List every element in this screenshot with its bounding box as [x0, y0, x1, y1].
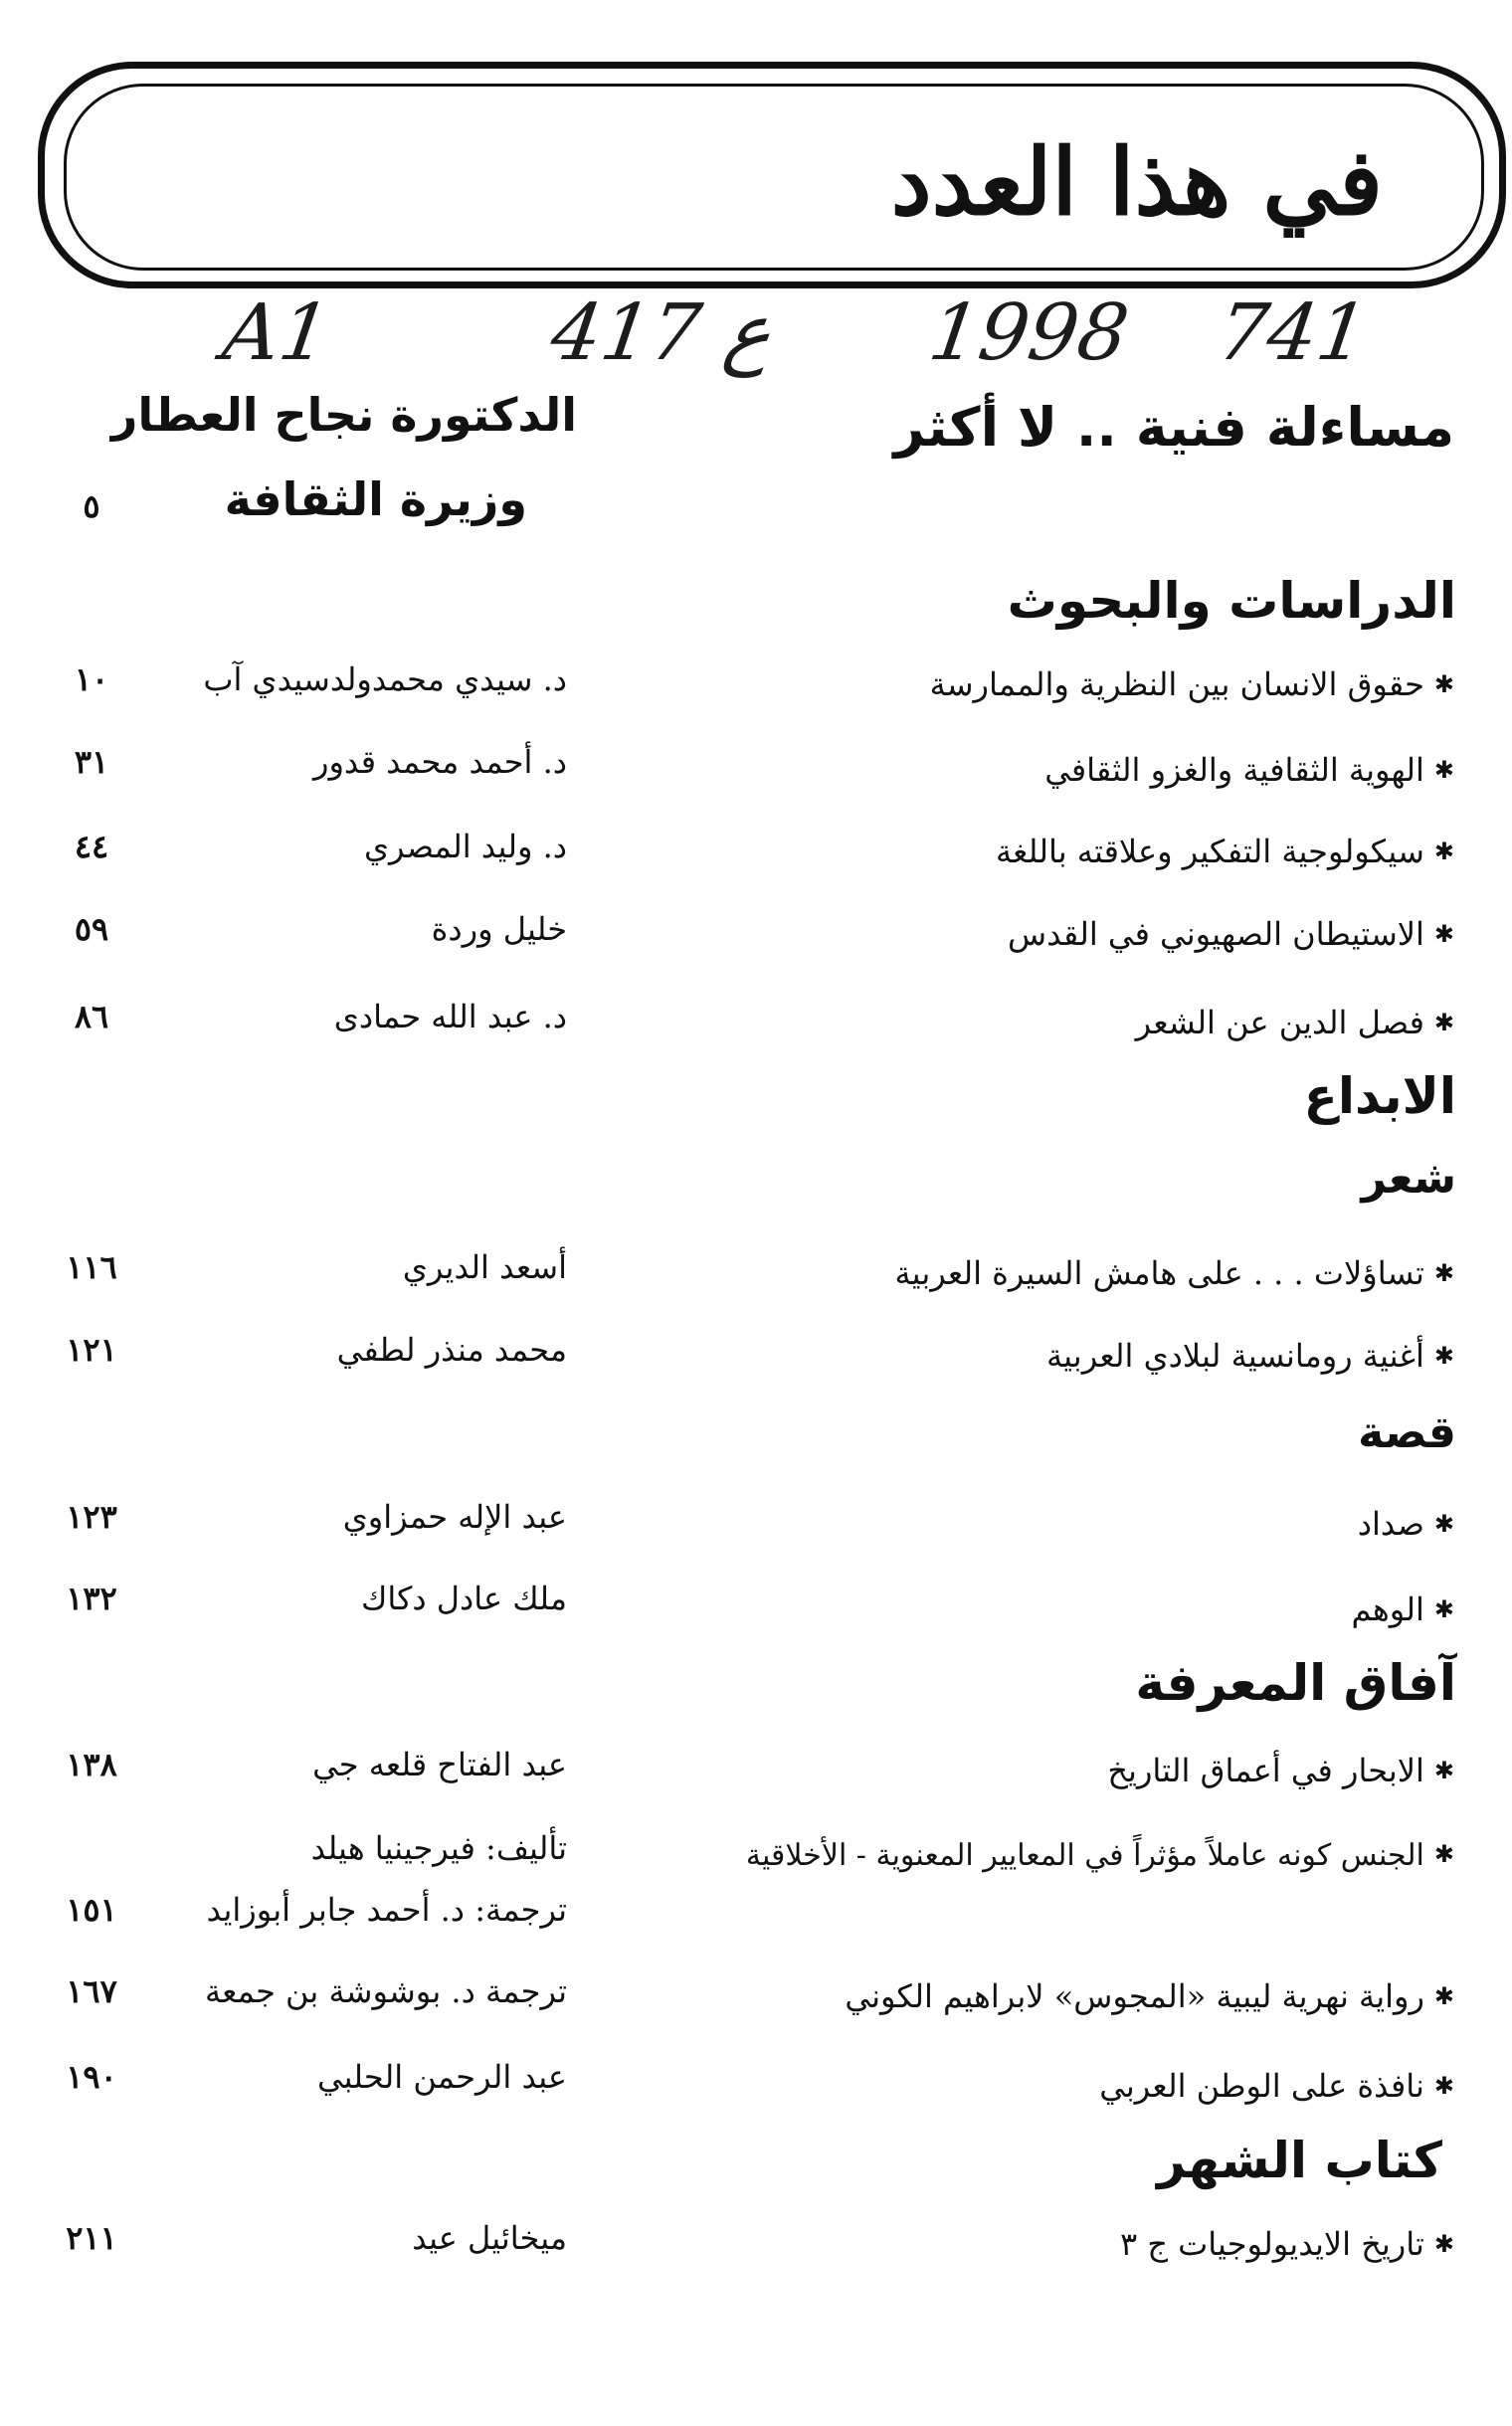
toc-entry-author: ميخائيل عيد: [412, 2219, 567, 2257]
section-heading-book-of-month: كتاب الشهر: [1157, 2132, 1442, 2189]
section-heading-creativity: الابداع: [1303, 1067, 1456, 1125]
toc-entry-title: ✱الوهم: [1351, 1590, 1454, 1628]
bullet-icon: ✱: [1433, 838, 1454, 865]
toc-entry-title: ✱سيكولوجية التفكير وعلاقته باللغة: [996, 833, 1454, 870]
toc-entry-page: ١٥١: [66, 1891, 117, 1929]
toc-entry-author: محمد منذر لطفي: [336, 1331, 567, 1369]
toc-entry-author: د. سيدي محمدولدسيدي آب: [203, 660, 567, 698]
bullet-icon: ✱: [1433, 2072, 1454, 2100]
bullet-icon: ✱: [1433, 1840, 1454, 1868]
toc-entry-title: ✱فصل الدين عن الشعر: [1135, 1004, 1454, 1041]
bullet-icon: ✱: [1433, 1595, 1454, 1623]
bullet-icon: ✱: [1433, 1982, 1454, 2010]
toc-entry-author: د. وليد المصري: [363, 828, 567, 865]
toc-entry-author: ترجمة د. بوشوشة بن جمعة: [205, 1972, 567, 2010]
bullet-icon: ✱: [1433, 1259, 1454, 1287]
toc-entry-title: ✱صداد: [1357, 1505, 1454, 1543]
handwritten-mark-1: A1: [217, 288, 336, 378]
page-title: في هذا العدد: [890, 128, 1383, 236]
handwritten-mark-3: 1998: [923, 288, 1134, 378]
intro-page-number: ٥: [83, 487, 100, 525]
toc-entry-author: ملك عادل دكاك: [361, 1580, 567, 1617]
bullet-icon: ✱: [1433, 1342, 1454, 1370]
toc-entry-title: ✱الابحار في أعماق التاريخ: [1107, 1752, 1454, 1789]
toc-entry-title: ✱تاريخ الايديولوجيات ج ٣: [1119, 2225, 1454, 2263]
bullet-icon: ✱: [1433, 670, 1454, 698]
toc-entry-author: تأليف: فيرجينيا هيلد: [310, 1829, 567, 1867]
toc-entry-page: ١٦٧: [66, 1972, 117, 2010]
toc-entry-author: عبد الرحمن الحلبي: [316, 2058, 567, 2096]
toc-entry-title: ✱نافذة على الوطن العربي: [1099, 2067, 1454, 2105]
toc-entry-page: ١٩٠: [66, 2058, 117, 2096]
toc-entry-title: ✱الجنس كونه عاملاً مؤثراً في المعايير المعنوية - الأخلاقية: [745, 1838, 1454, 1873]
toc-entry-page: ٣١: [74, 743, 109, 781]
intro-author-role: وزيرة الثقافة: [224, 472, 527, 526]
toc-entry-page: ١٢٣: [66, 1498, 117, 1536]
bullet-icon: ✱: [1433, 1510, 1454, 1538]
toc-entry-author: خليل وردة: [431, 910, 567, 948]
toc-entry-title: ✱الهوية الثقافية والغزو الثقافي: [1044, 751, 1454, 789]
toc-entry-page: ١١٦: [66, 1248, 117, 1286]
toc-entry-author: أسعد الديري: [402, 1248, 567, 1286]
toc-entry-translator: ترجمة: د. أحمد جابر أبوزايد: [206, 1891, 567, 1929]
toc-entry-page: ١٢١: [66, 1331, 117, 1369]
toc-entry-page: ٥٩: [74, 910, 109, 948]
bullet-icon: ✱: [1433, 920, 1454, 948]
section-heading-knowledge: آفاق المعرفة: [1135, 1654, 1456, 1712]
handwritten-mark-4: 741: [1212, 288, 1374, 378]
toc-entry-title: ✱الاستيطان الصهيوني في القدس: [1008, 915, 1454, 953]
section-heading-studies: الدراسات والبحوث: [1007, 572, 1456, 630]
subsection-heading-story: قصة: [1358, 1407, 1456, 1458]
toc-entry-page: ١٣٨: [66, 1746, 117, 1783]
toc-entry-title: ✱حقوق الانسان بين النظرية والممارسة: [929, 665, 1454, 703]
toc-entry-title: ✱تساؤلات . . . على هامش السيرة العربية: [894, 1254, 1454, 1292]
handwritten-mark-2: 417 ع: [545, 288, 778, 378]
toc-entry-author: عبد الإله حمزاوي: [342, 1498, 567, 1536]
toc-entry-title: ✱رواية نهرية ليبية «المجوس» لابراهيم الكوني: [845, 1977, 1454, 2015]
toc-entry-page: ٨٦: [74, 998, 109, 1035]
toc-entry-author: د. عبد الله حمادى: [333, 998, 567, 1035]
toc-entry-page: ٤٤: [74, 828, 109, 865]
toc-entry-page: ١٠: [74, 660, 109, 698]
bullet-icon: ✱: [1433, 2230, 1454, 2258]
toc-entry-page: ١٣٢: [66, 1580, 117, 1617]
bullet-icon: ✱: [1433, 756, 1454, 784]
toc-entry-page: ٢١١: [66, 2219, 117, 2257]
intro-title: مساءلة فنية .. لا أكثر: [893, 396, 1454, 459]
bullet-icon: ✱: [1433, 1757, 1454, 1784]
toc-entry-author: د. أحمد محمد قدور: [313, 743, 567, 781]
toc-entry-title: ✱أغنية رومانسية لبلادي العربية: [1045, 1337, 1454, 1375]
bullet-icon: ✱: [1433, 1009, 1454, 1036]
intro-author: الدكتورة نجاح العطار: [110, 388, 577, 442]
toc-entry-author: عبد الفتاح قلعه جي: [312, 1746, 567, 1783]
subsection-heading-poetry: شعر: [1361, 1153, 1456, 1204]
